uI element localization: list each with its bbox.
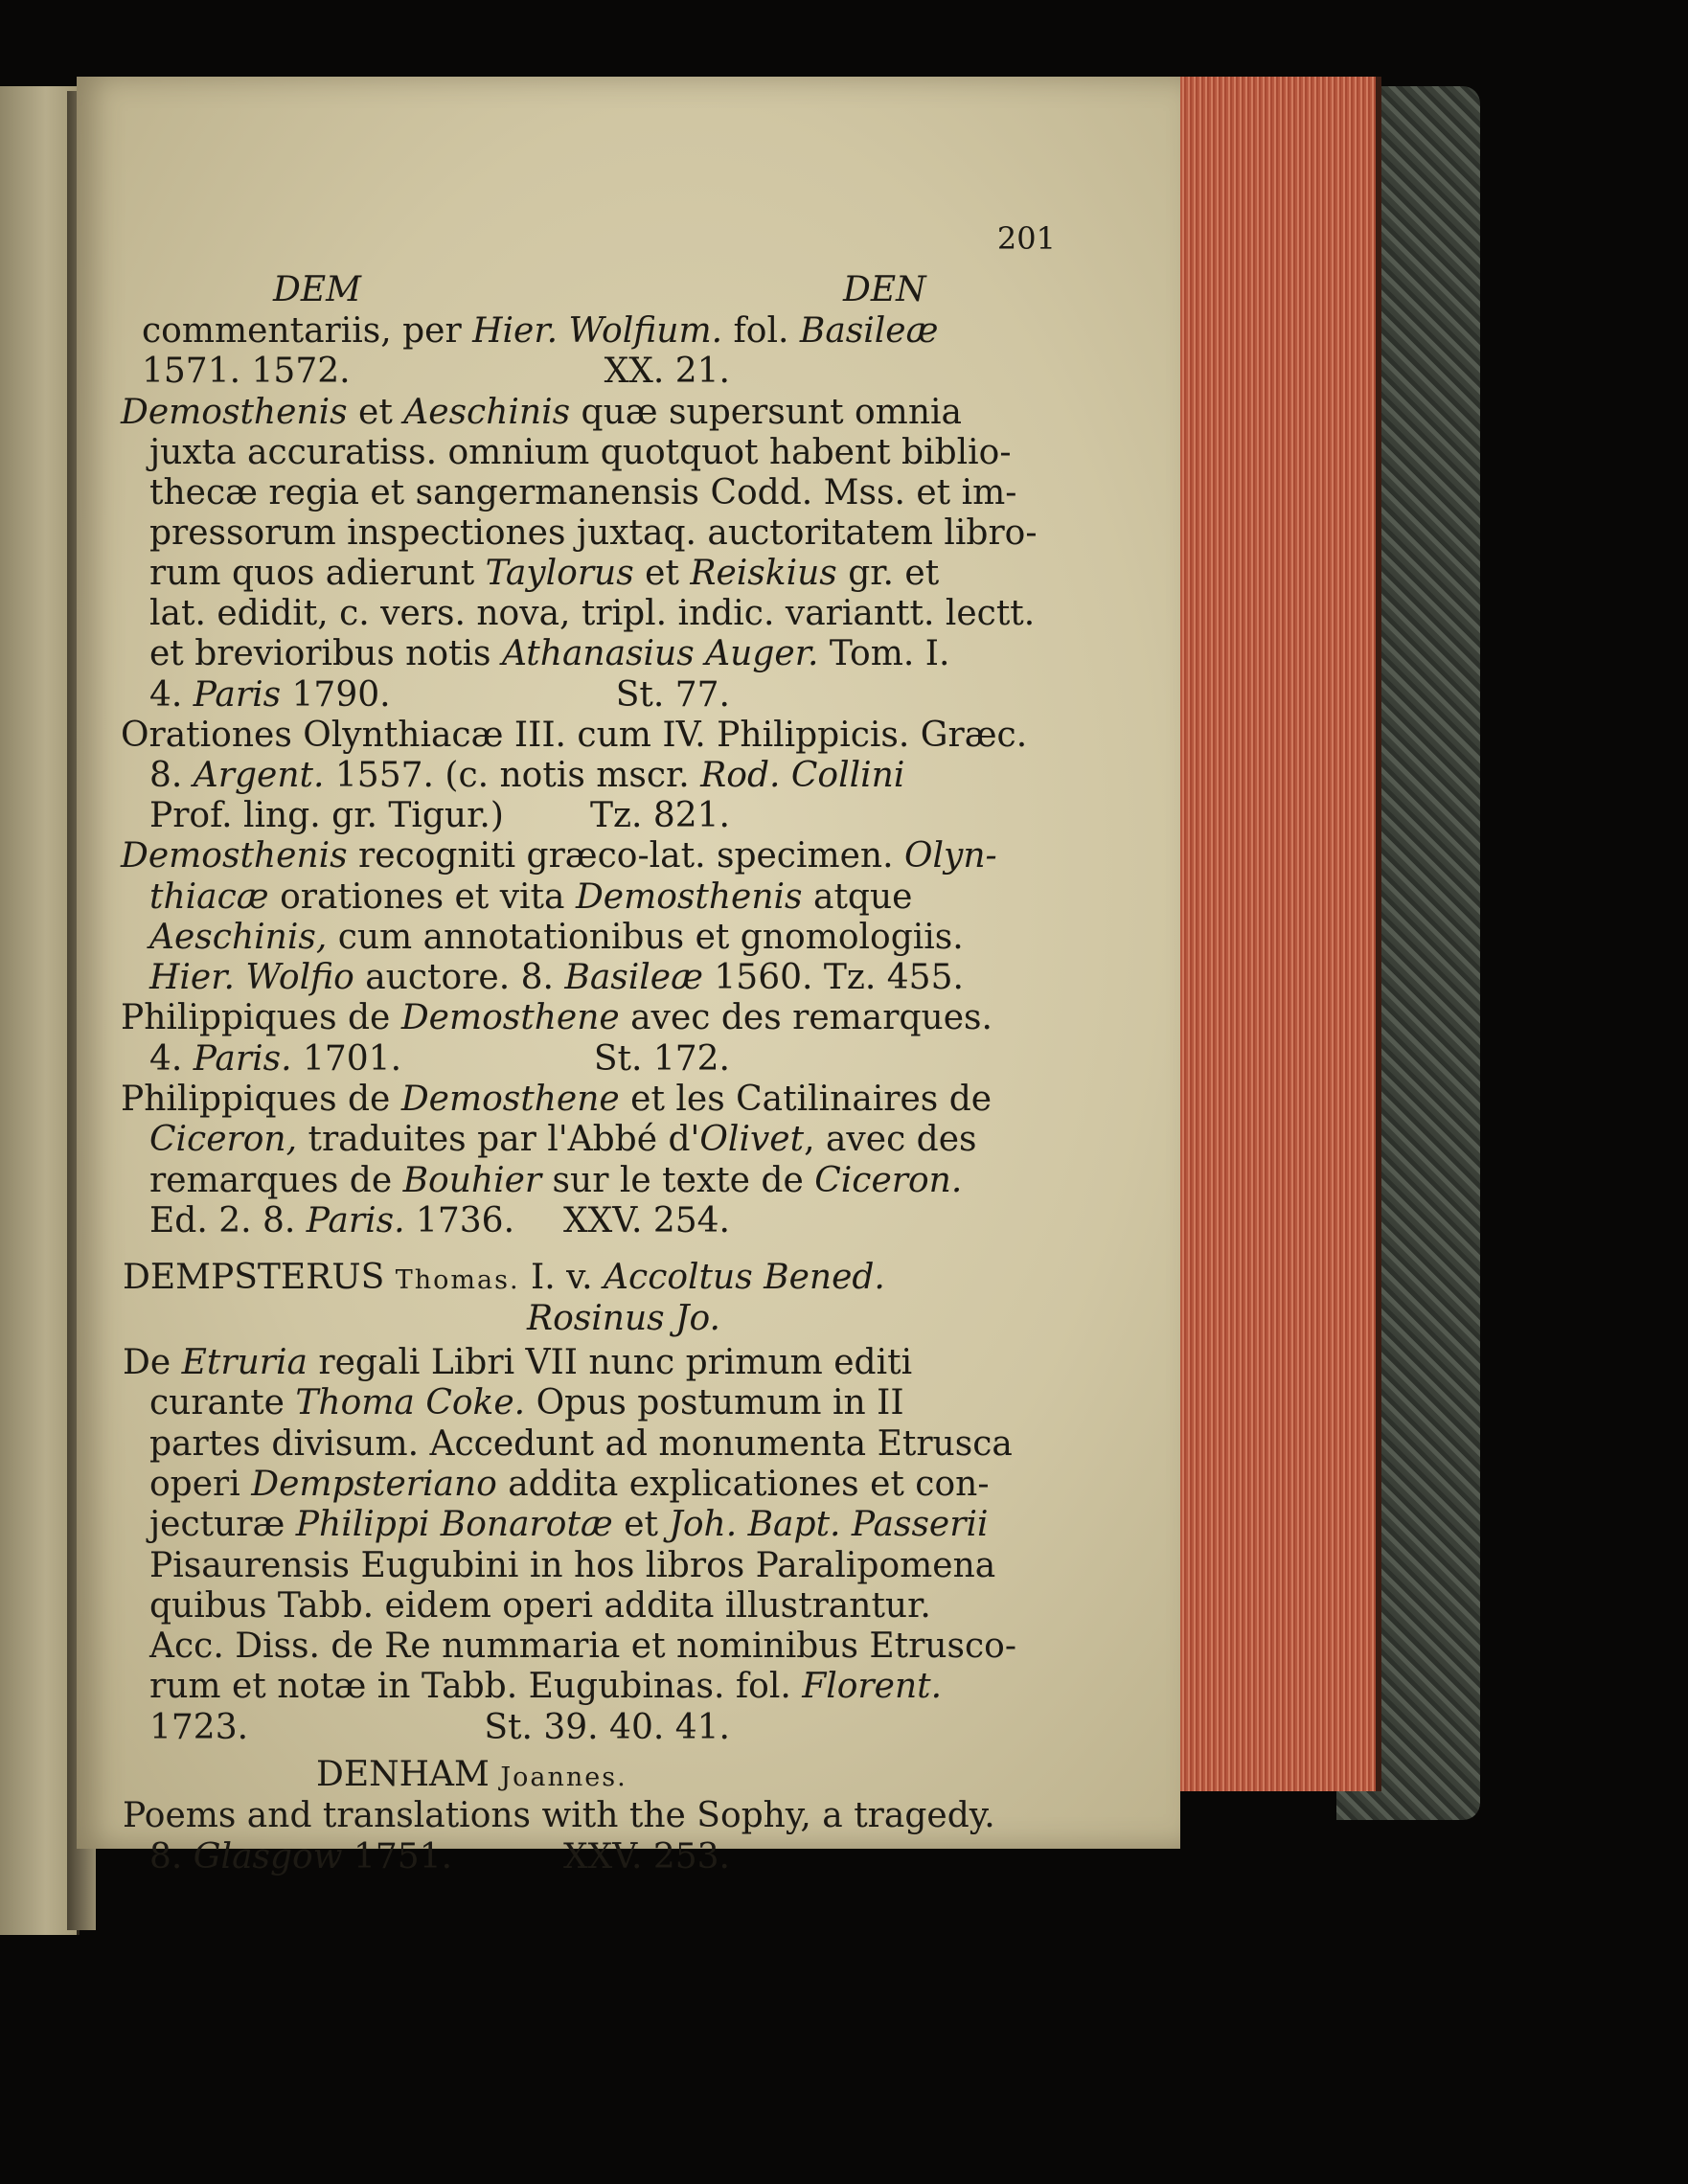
text-run: atque <box>802 877 913 917</box>
text-run: 1557. (c. notis mscr. <box>324 756 701 795</box>
text-line <box>142 311 938 352</box>
text-run: DEMPSTERUS <box>123 1258 396 1297</box>
text-run: curante <box>149 1383 296 1422</box>
text-run: Tom. I. <box>818 634 950 673</box>
text-line <box>123 1796 995 1836</box>
book-page <box>77 77 1180 1877</box>
text-line <box>149 1039 401 1080</box>
text-run: De <box>123 1343 182 1382</box>
reference-number: St. 172. <box>593 1039 730 1079</box>
text-run: quæ supersunt omnia <box>570 393 962 432</box>
text-run: juxta accuratiss. omnium quotquot habent biblio- <box>149 433 1012 472</box>
text-line <box>149 433 1012 473</box>
text-run: Olivet <box>699 1120 805 1159</box>
text-run: thiacæ <box>149 877 269 917</box>
text-run: Demosthene <box>400 998 620 1037</box>
text-run: Paris. <box>193 1039 292 1079</box>
text-run: 1701. <box>291 1039 402 1079</box>
text-run: Florent. <box>802 1667 943 1706</box>
text-line <box>149 1383 904 1423</box>
text-run: Paris. <box>306 1201 405 1240</box>
text-run: , avec des <box>804 1120 977 1159</box>
text-run: Poems and translations with the Sophy, a tragedy. <box>123 1796 995 1835</box>
text-run: Hier. Wolfium. <box>472 311 723 351</box>
text-run: Thoma Coke. <box>295 1383 526 1422</box>
text-run: I. v. <box>519 1258 604 1297</box>
small-caps-text: Thomas. <box>395 1265 520 1295</box>
text-run: quibus Tabb. eidem operi addita illustrantur. <box>149 1586 931 1626</box>
text-line <box>149 513 1038 554</box>
text-run: cum annotationibus et gnomologiis. <box>327 918 964 957</box>
text-run: et brevioribus notis <box>149 634 502 673</box>
text-run: 1560. Tz. 455. <box>702 958 964 997</box>
text-line <box>316 1755 627 1798</box>
text-run: Ciceron, <box>149 1120 298 1159</box>
text-run: Basileæ <box>564 958 703 997</box>
text-run: traduites par l'Abbé d' <box>297 1120 700 1159</box>
text-line <box>142 352 351 392</box>
text-line <box>149 918 964 958</box>
text-run: thecæ regia et sangermanensis Codd. Mss. et im- <box>149 473 1017 512</box>
text-line <box>121 998 992 1038</box>
text-run: lat. edidit, c. vers. nova, tripl. indic. variantt. lectt. <box>149 594 1036 633</box>
text-run: Joh. Bapt. Passerii <box>669 1505 989 1544</box>
text-line <box>149 1546 995 1586</box>
text-run: Argent. <box>193 756 325 795</box>
text-run: et <box>633 554 691 593</box>
text-run: 1736. <box>404 1201 515 1240</box>
text-run: orationes et vita <box>268 877 576 917</box>
text-run: Rod. Collini <box>700 756 905 795</box>
reference-number: XXV. 254. <box>562 1201 730 1240</box>
text-run: Ciceron. <box>814 1161 963 1200</box>
text-line <box>149 1505 988 1545</box>
text-run: Etruria <box>181 1343 308 1382</box>
text-run: Aeschinis, <box>149 918 328 957</box>
text-line <box>149 796 504 836</box>
text-run: regali Libri VII nunc primum editi <box>307 1343 913 1382</box>
text-run: 4. <box>149 1039 194 1079</box>
reference-number: XX. 21. <box>604 352 730 391</box>
text-run: Athanasius Auger. <box>501 634 819 673</box>
text-run: 8. <box>149 1837 194 1877</box>
reference-number: St. 77. <box>615 675 730 715</box>
text-line <box>149 675 391 716</box>
text-line <box>149 1424 1013 1465</box>
text-line <box>149 1837 452 1877</box>
text-run: partes divisum. Accedunt ad monumenta Etrusca <box>149 1424 1013 1464</box>
text-run: rum et notæ in Tabb. Eugubinas. fol. <box>149 1667 803 1706</box>
text-line <box>149 473 1016 513</box>
text-run: Ed. 2. 8. <box>149 1201 307 1240</box>
text-line <box>149 1201 514 1241</box>
text-run: Philippiques de <box>121 1080 401 1119</box>
text-line <box>121 1080 992 1120</box>
text-line <box>149 554 939 594</box>
page-number: 201 <box>996 220 1056 257</box>
text-run: operi <box>149 1465 252 1504</box>
text-run: Hier. Wolfio <box>149 958 354 997</box>
running-header-left: DEM <box>273 270 362 309</box>
text-run: Aeschinis <box>403 393 571 432</box>
text-run: pressorum inspectiones juxtaq. auctoritatem libro- <box>149 513 1038 553</box>
text-run: Philippiques de <box>121 998 401 1037</box>
text-run: Acc. Diss. de Re nummaria et nominibus Etrusco- <box>149 1627 1016 1666</box>
text-run: gr. et <box>836 554 940 593</box>
text-run: Basileæ <box>799 311 939 351</box>
text-line <box>149 756 904 796</box>
text-line <box>121 836 997 876</box>
text-run: Orationes Olynthiacæ III. cum IV. Philippicis. Græc. <box>121 716 1028 755</box>
text-line <box>121 716 1027 756</box>
text-run: Demosthenis <box>575 877 803 917</box>
text-line <box>149 958 964 998</box>
text-line <box>123 1343 912 1383</box>
text-run: Dempsteriano <box>251 1465 497 1504</box>
text-run: Accoltus Bened. <box>604 1258 885 1297</box>
text-line <box>149 877 912 918</box>
text-run: Rosinus Jo. <box>527 1299 720 1338</box>
text-line <box>123 1258 885 1301</box>
text-line <box>149 634 949 674</box>
text-run: Olyn- <box>904 836 997 876</box>
text-run: Opus postumum in II <box>525 1383 904 1422</box>
text-run: avec des remarques. <box>619 998 992 1037</box>
text-run: Prof. ling. gr. Tigur.) <box>149 796 504 835</box>
text-run: Demosthenis <box>121 393 348 432</box>
text-run: commentariis, per <box>142 311 473 351</box>
text-run: Philippi Bonarotæ <box>295 1505 613 1544</box>
text-line <box>121 393 962 433</box>
text-line <box>149 1161 962 1201</box>
text-run: rum quos adierunt <box>149 554 486 593</box>
text-run: 1723. <box>149 1708 249 1747</box>
text-run: jecturæ <box>149 1505 296 1544</box>
text-run: Demosthenis <box>121 836 348 876</box>
text-line <box>149 1586 931 1627</box>
text-run: auctore. 8. <box>354 958 565 997</box>
text-run: addita explicationes et con- <box>496 1465 990 1504</box>
text-line <box>527 1299 720 1339</box>
text-line <box>149 1627 1016 1667</box>
page-edges <box>1171 77 1381 1791</box>
text-run: Taylorus <box>485 554 634 593</box>
text-run: recogniti græco-lat. specimen. <box>347 836 904 876</box>
text-run: et les Catilinaires de <box>619 1080 992 1119</box>
text-run: 1571. 1572. <box>142 352 351 391</box>
reference-number: XXV. 253. <box>562 1837 730 1877</box>
text-line <box>149 1465 990 1505</box>
reference-number: Tz. 821. <box>589 796 730 835</box>
text-run: DENHAM <box>316 1755 501 1794</box>
text-run: fol. <box>722 311 800 351</box>
text-line <box>149 1708 248 1748</box>
text-run: Bouhier <box>402 1161 542 1200</box>
text-run: 4. <box>149 675 194 715</box>
text-run: Pisaurensis Eugubini in hos libros Paralipomena <box>149 1546 996 1585</box>
text-run: 1790. <box>281 675 391 715</box>
text-run: 8. <box>149 756 194 795</box>
text-run: Paris <box>193 675 282 715</box>
text-line <box>149 1120 977 1160</box>
text-run: Glasgow <box>193 1837 343 1877</box>
text-line <box>149 1667 942 1707</box>
small-caps-text: Joannes. <box>500 1763 627 1792</box>
running-header-right: DEN <box>843 270 926 309</box>
text-run: sur le texte de <box>541 1161 815 1200</box>
text-run: remarques de <box>149 1161 403 1200</box>
reference-number: St. 39. 40. 41. <box>484 1708 730 1747</box>
text-run: et <box>612 1505 670 1544</box>
text-run: Demosthene <box>400 1080 620 1119</box>
text-run: 1751. <box>342 1837 453 1877</box>
text-run: Reiskius <box>690 554 837 593</box>
text-run: et <box>347 393 404 432</box>
text-line <box>149 594 1035 634</box>
